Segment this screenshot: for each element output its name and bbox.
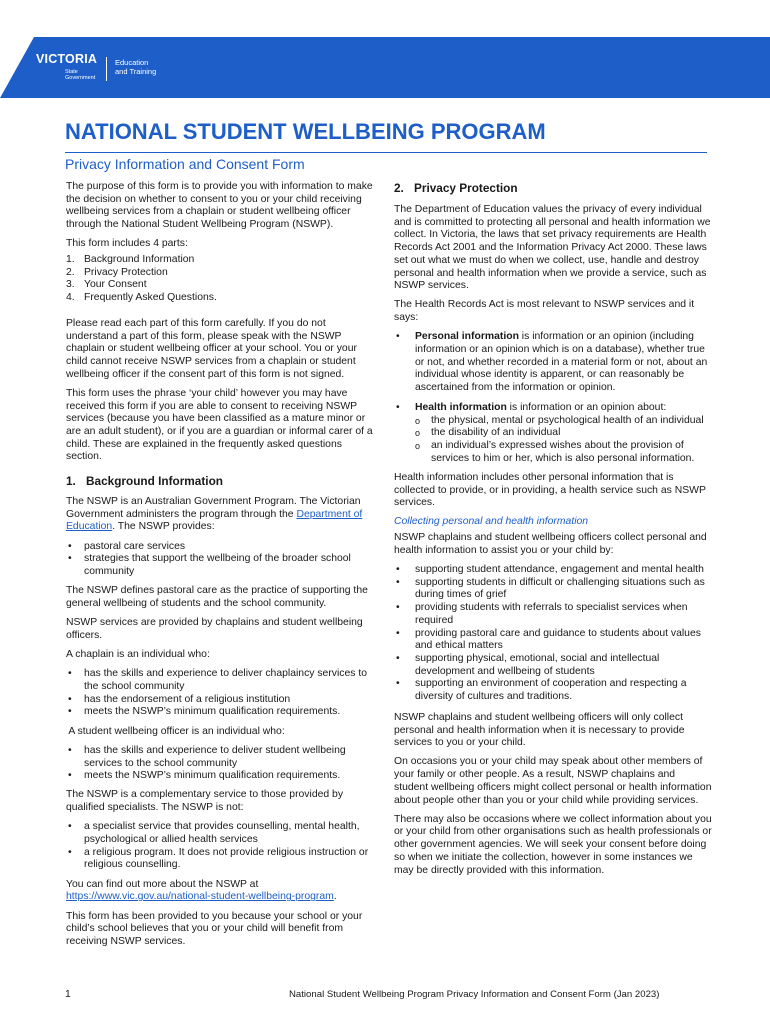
your-child-phrase-paragraph: This form uses the phrase ‘your child’ however you may have received this form if you are able to consent to receiving NSWP services (because you have been classified as a mature minor or are an adult student), or if you are a guardian or informal carer of a child. These are explained in the frequently asked questions section.	[66, 387, 373, 463]
list-item: 4. Frequently Asked Questions.	[66, 292, 217, 304]
list-item: • has the endorsement of a religious institution	[68, 693, 291, 705]
definitions-list	[394, 331, 712, 465]
chaplain-intro: A chaplain is an individual who:	[66, 649, 210, 661]
chaplain-list	[66, 668, 380, 719]
officer-intro: A student wellbeing officer is an individual who:	[66, 725, 285, 737]
list-item: 1. Background Information	[66, 254, 195, 266]
list-item: • pastoral care services	[68, 540, 186, 552]
nswp-website-link[interactable]: https://www.vic.gov.au/national-student-wellbeing-program	[66, 891, 334, 903]
list-item: • a religious program. It does not provide religious instruction or religious counselling.	[68, 846, 369, 871]
health-info-includes-paragraph: Health information includes other personal information that is collected to provide, or in providing, a health service such as NSWP services.	[394, 471, 706, 509]
nswp-intro-paragraph: The NSWP is an Australian Government Program. The Victorian Government administers the program through the Department of Education. The NSWP provides:	[66, 496, 363, 533]
not-list	[66, 821, 380, 872]
provided-because-paragraph: This form has been provided to you because your school or your child’s school believes that you or your child will benefit from receiving NSWP services.	[66, 910, 363, 947]
list-item: • has the skills and experience to deliver chaplaincy services to the school community	[68, 668, 368, 692]
list-item: • supporting an environment of cooperation and respecting a diversity of cultures and traditions.	[396, 678, 687, 703]
list-item: • supporting physical, emotional, social and intellectual development and wellbeing of students	[396, 653, 660, 677]
logo-subtitle: State Government	[65, 69, 96, 81]
collect-intro-paragraph: NSWP chaplains and student wellbeing officers collect personal and health information to assist you or your child by:	[394, 532, 707, 556]
occasions-paragraph: On occasions you or your child may speak about other members of your family or other people. As a result, NSWP chaplains and student wellbeing officers might collect personal or health information about people other than you or your child while providing services.	[394, 756, 712, 806]
section-1-heading: 1. Background Information	[66, 474, 223, 489]
list-item: • Health information is information or an opinion about: o the physical, mental or psychological health of an individual o the disability of an individual o an individual’s expressed wishes about the provision of services to him or her, which is also personal information.	[394, 402, 712, 466]
read-carefully-paragraph: Please read each part of this form carefully. If you do not understand a part of this form, please speak with the NSWP chaplain or student wellbeing officer at your school. You or your child cannot receive NSWP services from a chaplain or student wellbeing officer if the consent part of this form is not signed.	[66, 317, 357, 380]
left-column	[66, 181, 380, 955]
logo-divider	[106, 57, 107, 81]
list-item: • a specialist service that provides counselling, mental health, psychological or allied health services	[68, 821, 360, 846]
list-item: • providing pastoral care and guidance to students about values and ethical matters	[396, 627, 701, 652]
parts-list	[66, 254, 380, 305]
list-item: • meets the NSWP’s minimum qualification requirements.	[68, 706, 341, 718]
page-number: 1	[65, 989, 71, 1000]
banner-notch	[0, 37, 34, 98]
list-item: 3. Your Consent	[66, 279, 147, 291]
health-sub-list	[415, 415, 712, 466]
list-item: o the physical, mental or psychological health of an individual	[415, 414, 704, 426]
footer-text: National Student Wellbeing Program Privacy Information and Consent Form (Jan 2023)	[289, 989, 660, 1000]
other-organisations-paragraph: There may also be occasions where we collect information about you or your child from other organisations such as health professionals or other government agencies. We will seek your consent before doing so when we initiate the collection, however in some instances we may be directly provided with this information.	[394, 813, 712, 876]
department-of-education-link[interactable]: Department of Education	[66, 508, 363, 533]
officer-list	[66, 745, 380, 783]
parts-intro: This form includes 4 parts:	[66, 238, 188, 250]
list-item: • strategies that support the wellbeing of the broader school community	[68, 553, 351, 578]
complementary-service-paragraph: The NSWP is a complementary service to those provided by qualified specialists. The NSWP is not:	[66, 789, 344, 814]
logo-wordmark: VICTORIA	[36, 52, 98, 66]
list-item: • Personal information is information or an opinion (including information or an opinion which is on a database), whether true or not, and whether recorded in a material form or not, about an individual whose identity is apparent, or can reasonably be ascertained from the information or opinion.	[396, 331, 708, 394]
document-title: NATIONAL STUDENT WELLBEING PROGRAM	[65, 119, 546, 144]
list-item: • providing students with referrals to specialist services when required	[396, 602, 688, 626]
department-values-paragraph: The Department of Education values the privacy of every individual and is committed to protecting all personal and health information we collect. In Victoria, the laws that set privacy requirements are Health Records Act 2001 and the Information Privacy Act 2000. These laws set out what we must do when we collect, use, handle and destroy personal and health information when we provide a service, such as NSWP services.	[394, 204, 711, 292]
right-column	[394, 181, 712, 884]
list-item: • meets the NSWP’s minimum qualification requirements.	[68, 770, 341, 782]
provides-list	[66, 541, 380, 579]
intro-paragraph: The purpose of this form is to provide you with information to make the decision on whether to consent to you or your child receiving wellbeing services from a chaplain or student wellbeing officer through the National Student Wellbeing Program (NSWP).	[66, 181, 373, 231]
list-item: • supporting student attendance, engagement and mental health	[396, 564, 704, 576]
document-subtitle: Privacy Information and Consent Form	[65, 156, 305, 172]
title-divider	[65, 152, 707, 153]
list-item: 2. Privacy Protection	[66, 266, 168, 278]
list-item: • has the skills and experience to deliver student wellbeing services to the school community	[68, 744, 346, 769]
pastoral-care-definition: The NSWP defines pastoral care as the practice of supporting the general wellbeing of students and the school community.	[66, 585, 368, 609]
only-collect-paragraph: NSWP chaplains and student wellbeing officers will only collect personal and health information when it is necessary to provide services to you or your child.	[394, 711, 685, 749]
health-records-act-paragraph: The Health Records Act is most relevant to NSWP services and it says:	[394, 299, 695, 324]
section-2-heading: 2. Privacy Protection	[394, 181, 518, 195]
find-out-more-paragraph: You can find out more about the NSWP at https://www.vic.gov.au/national-student-wellbeing-program.	[66, 878, 337, 903]
list-item: o an individual’s expressed wishes about the provision of services to him or her, which is also personal information.	[415, 439, 695, 464]
list-item: • supporting students in difficult or challenging situations such as during times of grief	[396, 576, 705, 601]
collect-list	[394, 564, 712, 704]
collecting-heading: Collecting personal and health information	[394, 516, 589, 528]
list-item: o the disability of an individual	[415, 427, 561, 439]
department-name: Education and Training	[115, 58, 157, 76]
services-provided-by: NSWP services are provided by chaplains and student wellbeing officers.	[66, 617, 363, 641]
